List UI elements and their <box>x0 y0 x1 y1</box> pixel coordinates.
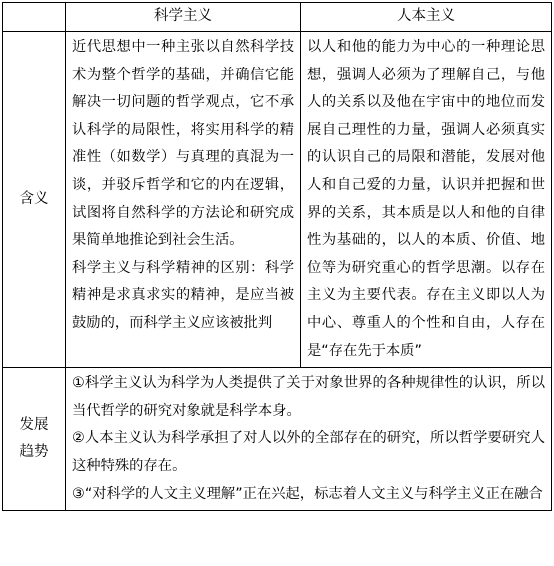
scientism-definition-text: 近代思想中一种主张以自然科学技术为整个哲学的基础，并确信它能解决一切问题的哲学观点，它不承认科学的局限性，将实用科学的精准性（如数学）与真理的真混为一谈，并驳斥哲学和它的内在逻辑，试图将自然科学的方法论和研究成果简单地推论到社会生活。 <box>72 39 294 249</box>
row-label-trend-line2: 趋势 <box>19 444 49 461</box>
trend-item-2: ②人本主义认为科学承担了对人以外的全部存在的研究，所以哲学要研究人这种特殊的存在。 <box>72 430 545 474</box>
cell-humanism-meaning: 以人和他的能力为中心的一种理论思想，强调人必须为了理解自己，与他人的关系以及他在宇宙中的地位而发展自己理性的力量，强调人必须真实的认识自己的局限和潜能，发展对他人和自己爱的力量，认识并把握和世界的关系，其本质是以人和他的自律性为基础的，以人的本质、价值、地位等为研究重心的哲学思潮。以存在主义为主要代表。存在主义即以人为中心、尊重人的个性和自由，人存在是“存在先于本质” <box>301 32 552 368</box>
comparison-table <box>2 2 552 511</box>
cell-scientism-meaning <box>66 32 301 368</box>
trend-item-3: ③“对科学的人文主义理解”正在兴起，标志着人文主义与科学主义正在融合 <box>72 485 543 502</box>
row-label-meaning: 含义 <box>3 32 66 368</box>
header-scientism: 科学主义 <box>66 3 301 32</box>
scientism-distinction-text: 科学主义与科学精神的区别：科学精神是求真求实的精神，是应当被鼓励的，而科学主义应该被批判 <box>72 259 294 331</box>
row-trend <box>3 368 552 511</box>
header-row <box>3 3 552 32</box>
document-page <box>2 2 552 511</box>
row-meaning <box>3 32 552 368</box>
cell-trend-content <box>66 368 552 511</box>
header-humanism: 人本主义 <box>301 3 552 32</box>
header-corner-cell <box>3 3 66 32</box>
row-label-trend-line1: 发展 <box>19 416 49 433</box>
row-label-trend <box>3 368 66 511</box>
trend-item-1: ①科学主义认为科学为人类提供了关于对象世界的各种规律性的认识，所以当代哲学的研究对象就是科学本身。 <box>72 375 545 419</box>
